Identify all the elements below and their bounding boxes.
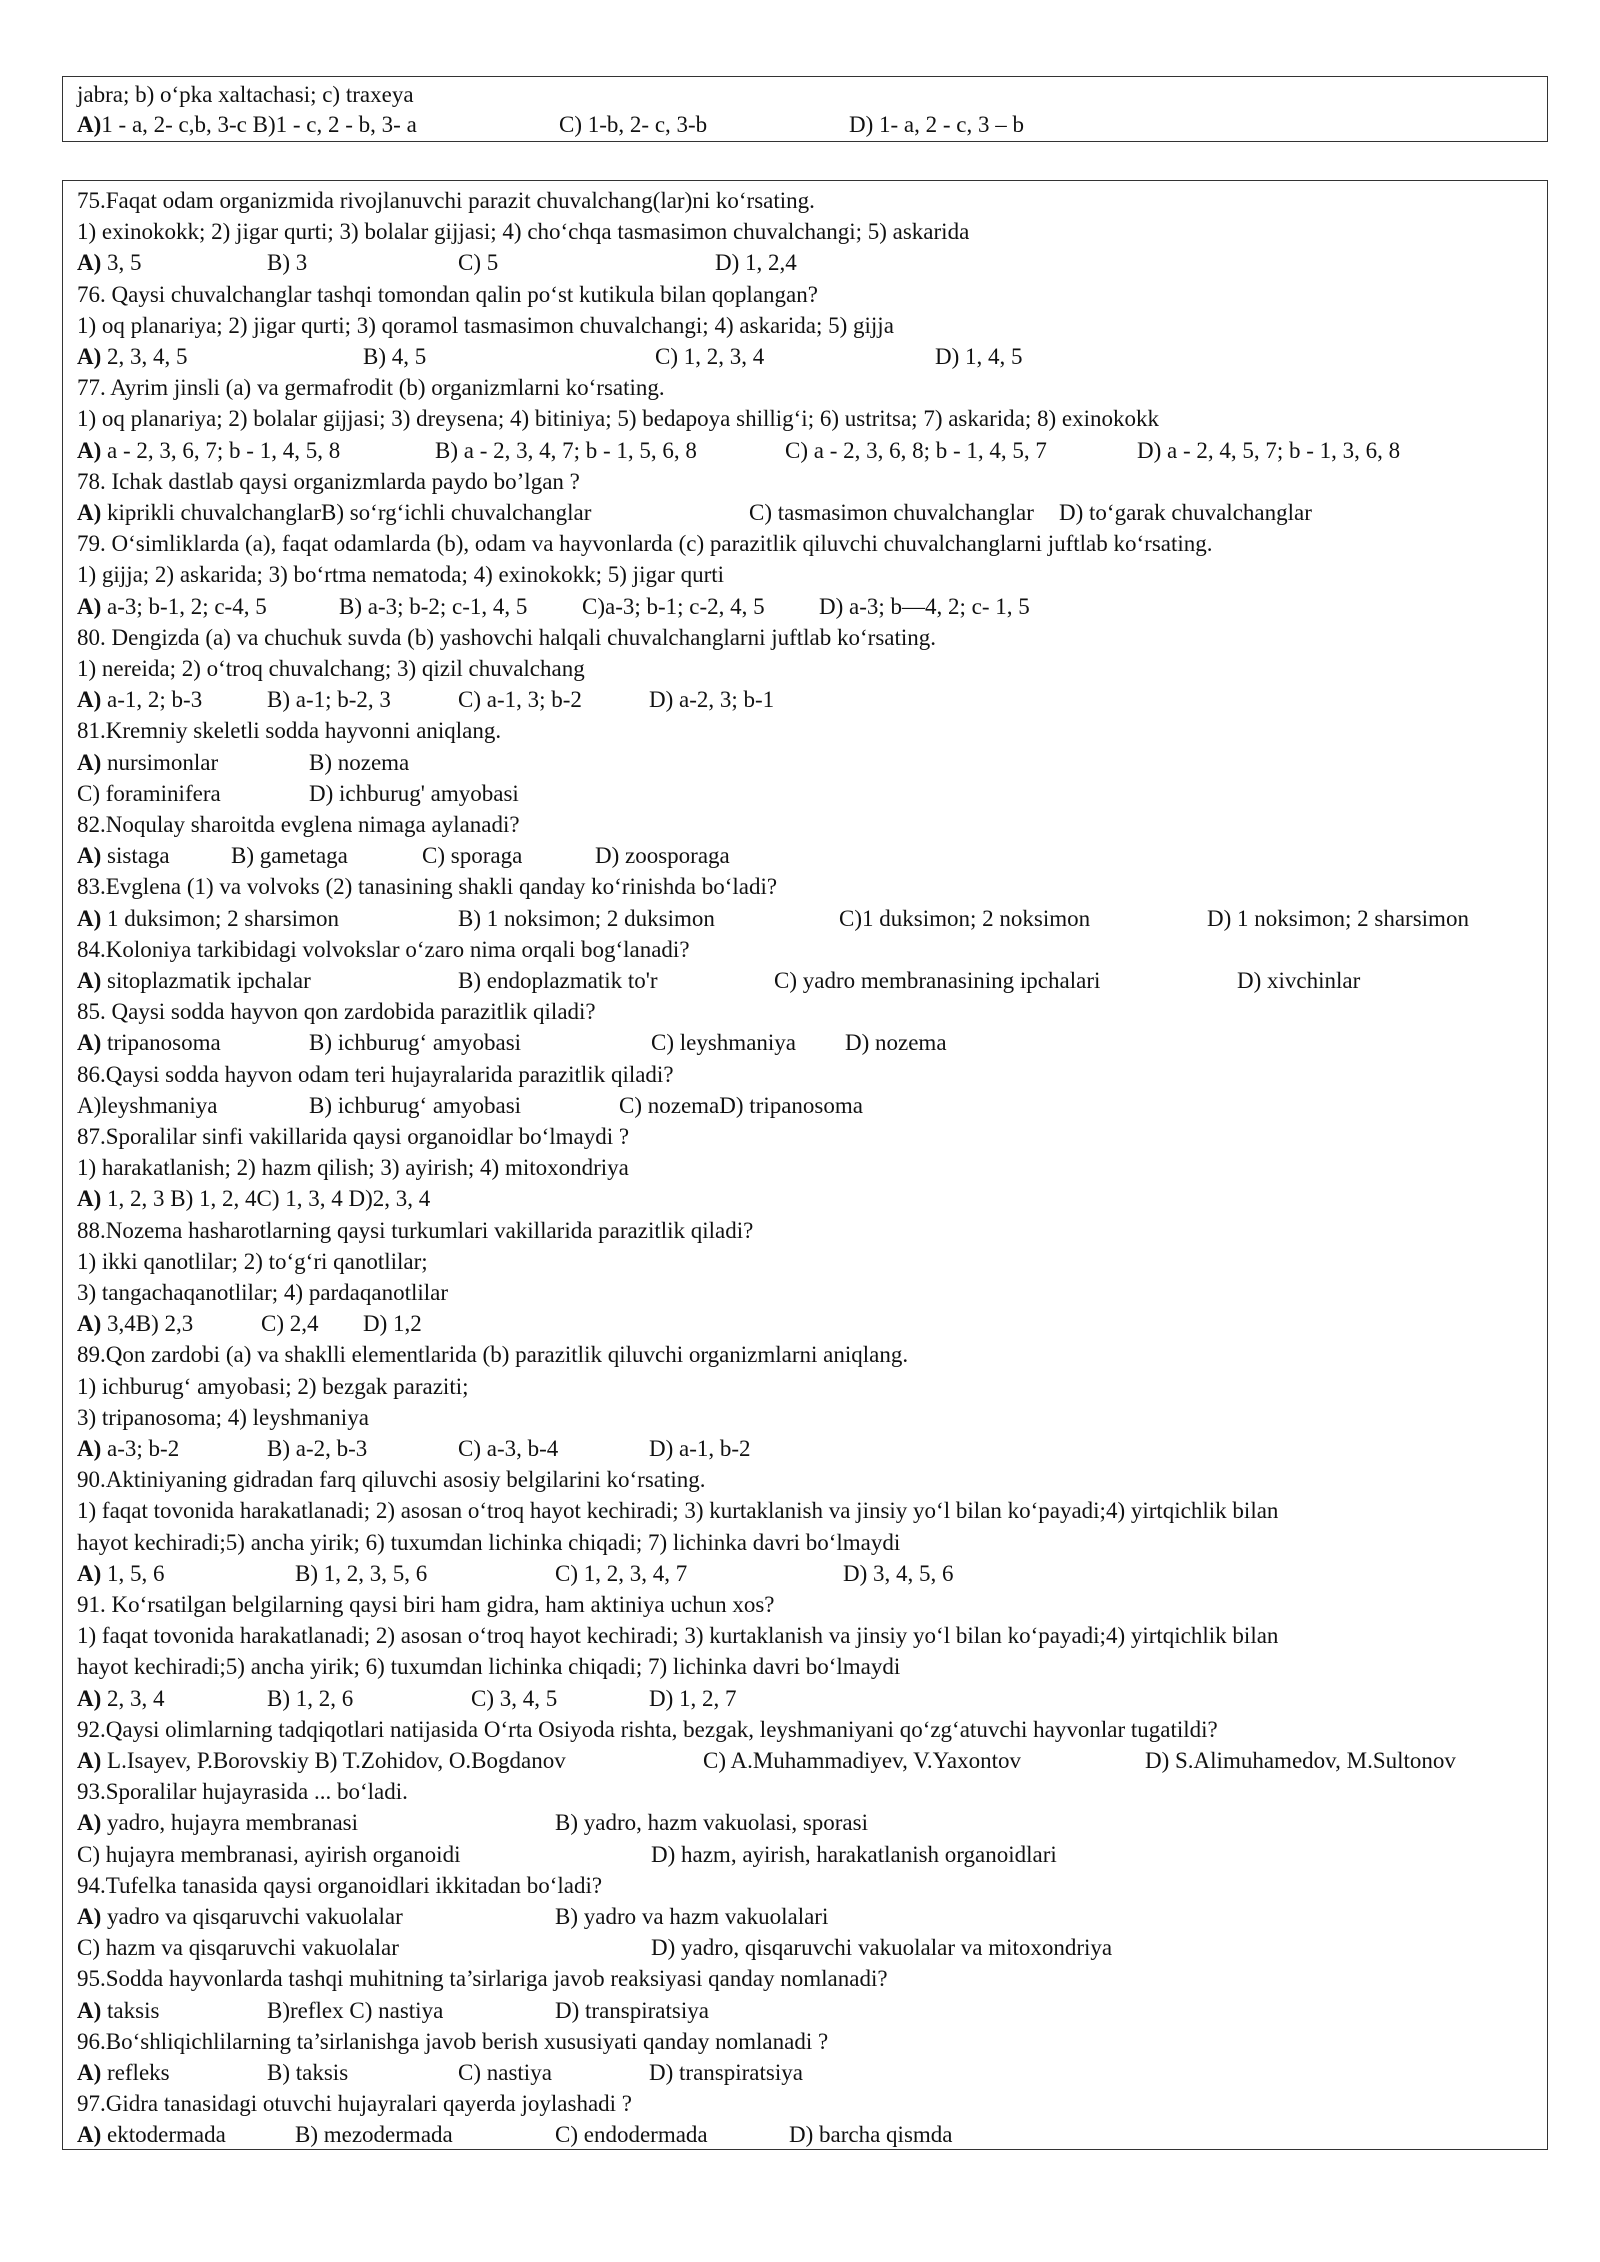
option-a-label: A) bbox=[77, 1311, 102, 1337]
question-choices: hayot kechiradi;5) ancha yirik; 6) tuxumdan lichinka chiqadi; 7) lichinka davri bo‘lmaydi bbox=[77, 1654, 901, 1680]
question-choices: 1) harakatlanish; 2) hazm qilish; 3) ayirish; 4) mitoxondriya bbox=[77, 1155, 629, 1181]
question-text: 87.Sporalilar sinfi vakillarida qaysi organoidlar bo‘lmaydi ? bbox=[77, 1124, 630, 1149]
answer-option: D) to‘garak chuvalchanglar bbox=[1059, 500, 1312, 525]
question-text: 86.Qaysi sodda hayvon odam teri hujayralarida parazitlik qiladi? bbox=[77, 1061, 674, 1087]
answer-options bbox=[77, 1807, 1527, 1838]
option-a-label: A) bbox=[77, 1904, 102, 1929]
answer-option: A) ektodermada bbox=[77, 2122, 226, 2148]
answer-option: B) yadro va hazm vakuolalari bbox=[555, 1904, 829, 1929]
option-a-label: A) bbox=[77, 1997, 102, 2023]
option-a-label: A) bbox=[77, 2060, 102, 2085]
question-text: 97.Gidra tanasidagi otuvchi hujayralari qayerda joylashadi ? bbox=[77, 2091, 632, 2117]
option-a-label: A) bbox=[77, 112, 102, 137]
question-choices: 1) faqat tovonida harakatlanadi; 2) asosan o‘troq hayot kechiradi; 3) kurtaklanish va jinsiy yo‘l bilan ko‘payadi;4) yirtqichlik bilan bbox=[77, 1623, 1279, 1649]
question-choices: hayot kechiradi;5) ancha yirik; 6) tuxumdan lichinka chiqadi; 7) lichinka davri bo‘lmaydi bbox=[77, 1529, 901, 1555]
answer-options bbox=[77, 903, 1527, 934]
option-a-label: A) bbox=[77, 500, 102, 525]
answer-option: B) 4, 5 bbox=[363, 344, 427, 369]
option-a-label: A) bbox=[77, 1186, 102, 1212]
question-text: 81.Kremniy skeletli sodda hayvonni aniqlang. bbox=[77, 718, 502, 744]
answer-options bbox=[77, 1901, 1527, 1932]
answer-options bbox=[77, 840, 1527, 871]
option-a-label: A) bbox=[77, 344, 102, 369]
answer-options bbox=[77, 109, 1517, 140]
option-a-label: A) bbox=[77, 437, 102, 463]
questions-box bbox=[62, 180, 1548, 2150]
question-text: 84.Koloniya tarkibidagi volvokslar o‘zaro nima orqali bog‘lanadi? bbox=[77, 936, 690, 962]
answer-option: B) ichburug‘ amyobasi bbox=[309, 1030, 522, 1056]
answer-option: B) taksis bbox=[267, 2060, 349, 2085]
answer-option: B) endoplazmatik to'r bbox=[458, 968, 658, 993]
answer-option: A)leyshmaniya bbox=[77, 1092, 218, 1118]
answer-option: A) 1, 2, 3 B) 1, 2, 4C) 1, 3, 4 D)2, 3, 4 bbox=[77, 1186, 431, 1212]
answer-options bbox=[77, 497, 1527, 528]
answer-option: D) 1,2 bbox=[363, 1311, 422, 1337]
answer-option: A) taksis bbox=[77, 1997, 160, 2023]
answer-options bbox=[77, 1308, 1527, 1339]
answer-option: B) a-3; b-2; c-1, 4, 5 bbox=[339, 593, 528, 619]
answer-options bbox=[77, 684, 1527, 715]
answer-option: A) a-1, 2; b-3 bbox=[77, 687, 203, 713]
answer-option: A) yadro va qisqaruvchi vakuolalar bbox=[77, 1904, 403, 1929]
answer-option: B) a - 2, 3, 4, 7; b - 1, 5, 6, 8 bbox=[435, 437, 697, 463]
answer-option: D) S.Alimuhamedov, M.Sultonov bbox=[1145, 1748, 1456, 1773]
option-a-label: A) bbox=[77, 749, 102, 775]
question-text: 75.Faqat odam organizmida rivojlanuvchi parazit chuvalchang(lar)ni ko‘rsating. bbox=[77, 188, 815, 213]
answer-option: B) mezodermada bbox=[295, 2122, 453, 2148]
answer-option: C) tasmasimon chuvalchanglar bbox=[749, 500, 1034, 525]
question-text: 95.Sodda hayvonlarda tashqi muhitning ta’sirlariga javob reaksiyasi qanday nomlanadi? bbox=[77, 1966, 888, 1992]
question-text: 80. Dengizda (a) va chuchuk suvda (b) yashovchi halqali chuvalchanglarni juftlab ko‘rsating. bbox=[77, 624, 937, 650]
answer-option: D) zoosporaga bbox=[595, 843, 730, 869]
question-choices: 1) ichburug‘ amyobasi; 2) bezgak paraziti; bbox=[77, 1373, 469, 1399]
option-a-label: A) bbox=[77, 687, 102, 713]
answer-option: A) nursimonlar bbox=[77, 749, 219, 775]
answer-option: B) 3 bbox=[267, 250, 308, 276]
answer-option: A) a-3; b-1, 2; c-4, 5 bbox=[77, 593, 267, 619]
answer-option: A) 2, 3, 4 bbox=[77, 1685, 165, 1711]
answer-option: B) gametaga bbox=[231, 843, 348, 869]
question-text: 94.Tufelka tanasida qaysi organoidlari ikkitadan bo‘ladi? bbox=[77, 1872, 603, 1898]
question-choices: 3) tangachaqanotlilar; 4) pardaqanotlilar bbox=[77, 1280, 449, 1305]
answer-options bbox=[77, 341, 1527, 372]
answer-options bbox=[77, 1433, 1527, 1464]
answer-option: B) nozema bbox=[309, 749, 410, 775]
answer-option: C) nozemaD) tripanosoma bbox=[619, 1092, 863, 1118]
answer-options bbox=[77, 591, 1527, 622]
option-a-label: A) bbox=[77, 1436, 102, 1461]
answer-option: B)reflex C) nastiya bbox=[267, 1997, 444, 2023]
answer-option: A) L.Isayev, P.Borovskiy B) T.Zohidov, O.Bogdanov bbox=[77, 1748, 566, 1773]
answer-option: C) A.Muhammadiyev, V.Yaxontov bbox=[703, 1748, 1021, 1773]
answer-options bbox=[77, 778, 1527, 809]
answer-option: C) a-1, 3; b-2 bbox=[458, 687, 582, 713]
question-choices: 1) oq planariya; 2) jigar qurti; 3) qoramol tasmasimon chuvalchangi; 4) askarida; 5) gijja bbox=[77, 312, 894, 338]
answer-option: C) leyshmaniya bbox=[651, 1030, 796, 1056]
answer-option: C) yadro membranasining ipchalari bbox=[774, 968, 1101, 993]
answer-option: C) 1, 2, 3, 4 bbox=[655, 344, 765, 369]
answer-option: C) 5 bbox=[458, 250, 499, 276]
question-text: 96.Bo‘shliqichlilarning ta’sirlanishga javob berish xususiyati qanday nomlanadi ? bbox=[77, 2028, 829, 2054]
answer-option: A) 2, 3, 4, 5 bbox=[77, 344, 188, 369]
option-a-label: A) bbox=[77, 1685, 102, 1711]
question-text: 92.Qaysi olimlarning tadqiqotlari natijasida O‘rta Osiyoda rishta, bezgak, leyshmaniyani qo‘zg‘atuvchi hayvonlar tugatildi? bbox=[77, 1716, 1218, 1742]
question-choices: 3) tripanosoma; 4) leyshmaniya bbox=[77, 1404, 369, 1430]
answer-options bbox=[77, 2119, 1527, 2150]
answer-option: A) 3,4B) 2,3 bbox=[77, 1311, 194, 1337]
answer-option: A) 1, 5, 6 bbox=[77, 1560, 165, 1586]
answer-option: A) a - 2, 3, 6, 7; b - 1, 4, 5, 8 bbox=[77, 437, 341, 463]
question-text: 77. Ayrim jinsli (a) va germafrodit (b) organizmlarni ko‘rsating. bbox=[77, 375, 665, 401]
question-text: 78. Ichak dastlab qaysi organizmlarda paydo bo’lgan ? bbox=[77, 468, 580, 494]
answer-option: B) ichburug‘ amyobasi bbox=[309, 1092, 522, 1118]
answer-option: A) a-3; b-2 bbox=[77, 1436, 180, 1461]
question-text: 79. O‘simliklarda (a), faqat odamlarda (b), odam va hayvonlarda (c) parazitlik qiluvchi chuvalchanglarni juftlab ko‘rsating. bbox=[77, 531, 1213, 557]
answer-option: C)a-3; b-1; c-2, 4, 5 bbox=[582, 593, 765, 619]
answer-options bbox=[77, 2057, 1527, 2088]
question-text: 88.Nozema hasharotlarning qaysi turkumlari vakillarida parazitlik qiladi? bbox=[77, 1217, 754, 1243]
answer-option: B) yadro, hazm vakuolasi, sporasi bbox=[555, 1810, 868, 1836]
answer-option: D) a - 2, 4, 5, 7; b - 1, 3, 6, 8 bbox=[1137, 437, 1401, 463]
answer-options bbox=[77, 1090, 1527, 1121]
answer-option: C) hazm va qisqaruvchi vakuolalar bbox=[77, 1935, 399, 1961]
answer-option: C) a - 2, 3, 6, 8; b - 1, 4, 5, 7 bbox=[785, 437, 1047, 463]
answer-options bbox=[77, 1839, 1527, 1870]
question-text: 91. Ko‘rsatilgan belgilarning qaysi biri ham gidra, ham aktiniya uchun xos? bbox=[77, 1592, 775, 1617]
question-choices: 1) exinokokk; 2) jigar qurti; 3) bolalar gijjasi; 4) cho‘chqa tasmasimon chuvalchangi; 5) askarida bbox=[77, 219, 970, 245]
option-a-label: A) bbox=[77, 250, 102, 276]
question-choices: 1) faqat tovonida harakatlanadi; 2) asosan o‘troq hayot kechiradi; 3) kurtaklanish va jinsiy yo‘l bilan ko‘payadi;4) yirtqichlik bilan bbox=[77, 1498, 1279, 1524]
answer-option: C)1 duksimon; 2 noksimon bbox=[839, 905, 1091, 931]
answer-option: A)1 - a, 2- c,b, 3-c B)1 - c, 2 - b, 3- a bbox=[77, 112, 417, 137]
answer-option: B) a-1; b-2, 3 bbox=[267, 687, 391, 713]
answer-option: A) tripanosoma bbox=[77, 1030, 221, 1056]
answer-option: C) endodermada bbox=[555, 2122, 708, 2148]
answer-option: D) 1 noksimon; 2 sharsimon bbox=[1207, 905, 1469, 931]
answer-options bbox=[77, 1683, 1527, 1714]
question-text: 83.Evglena (1) va volvoks (2) tanasining shakli qanday ko‘rinishda bo‘ladi? bbox=[77, 874, 778, 900]
answer-option: C) nastiya bbox=[458, 2060, 552, 2085]
answer-option: B) a-2, b-3 bbox=[267, 1436, 368, 1461]
answer-options bbox=[77, 965, 1527, 996]
question-choices: 1) ikki qanotlilar; 2) to‘g‘ri qanotlilar; bbox=[77, 1248, 428, 1274]
answer-options bbox=[77, 1745, 1527, 1776]
answer-options bbox=[77, 1183, 1527, 1214]
option-a-label: A) bbox=[77, 593, 102, 619]
answer-option: D) 1, 4, 5 bbox=[935, 344, 1023, 369]
option-a-label: A) bbox=[77, 843, 102, 869]
previous-question-box bbox=[62, 76, 1548, 142]
question-choices: 1) nereida; 2) o‘troq chuvalchang; 3) qizil chuvalchang bbox=[77, 656, 585, 681]
answer-option: D) 1, 2,4 bbox=[715, 250, 797, 276]
answer-option: C) 3, 4, 5 bbox=[471, 1685, 558, 1711]
question-choices: 1) oq planariya; 2) bolalar gijjasi; 3) dreysena; 4) bitiniya; 5) bedapoya shillig‘i; 6) ustritsa; 7) askarida; 8) exinokokk bbox=[77, 406, 1159, 432]
option-a-label: A) bbox=[77, 1030, 102, 1056]
answer-option: D) xivchinlar bbox=[1237, 968, 1361, 993]
answer-option: D) a-2, 3; b-1 bbox=[649, 687, 775, 713]
answer-options bbox=[77, 247, 1527, 278]
answer-option: D) 1- a, 2 - c, 3 – b bbox=[849, 112, 1025, 137]
answer-option: D) transpiratsiya bbox=[649, 2060, 803, 2085]
answer-option: B) 1, 2, 6 bbox=[267, 1685, 354, 1711]
answer-options bbox=[77, 435, 1527, 466]
answer-option: A) yadro, hujayra membranasi bbox=[77, 1810, 359, 1836]
answer-option: B) 1 noksimon; 2 duksimon bbox=[458, 905, 715, 931]
answer-options bbox=[77, 1558, 1527, 1589]
answer-option: C) 1, 2, 3, 4, 7 bbox=[555, 1560, 688, 1586]
answer-option: D) transpiratsiya bbox=[555, 1997, 709, 2023]
question-text: 82.Noqulay sharoitda evglena nimaga aylanadi? bbox=[77, 812, 520, 837]
answer-option: C) foraminifera bbox=[77, 780, 221, 806]
answer-option: C) a-3, b-4 bbox=[458, 1436, 559, 1461]
answer-option: D) a-3; b—4, 2; c- 1, 5 bbox=[819, 593, 1030, 619]
answer-options bbox=[77, 1932, 1527, 1963]
answer-option: C) sporaga bbox=[422, 843, 523, 869]
answer-option: C) 2,4 bbox=[261, 1311, 319, 1337]
answer-option: D) 1, 2, 7 bbox=[649, 1685, 737, 1711]
option-a-label: A) bbox=[77, 2122, 102, 2148]
option-a-label: A) bbox=[77, 1560, 102, 1586]
option-a-label: A) bbox=[77, 905, 102, 931]
question-choices: 1) gijja; 2) askarida; 3) bo‘rtma nematoda; 4) exinokokk; 5) jigar qurti bbox=[77, 562, 725, 588]
answer-option: D) a-1, b-2 bbox=[649, 1436, 751, 1461]
answer-option: A) refleks bbox=[77, 2060, 170, 2085]
question-text: 93.Sporalilar hujayrasida ... bo‘ladi. bbox=[77, 1779, 408, 1805]
option-a-label: A) bbox=[77, 968, 102, 993]
answer-option: A) 1 duksimon; 2 sharsimon bbox=[77, 905, 339, 931]
answer-options bbox=[77, 1027, 1527, 1058]
answer-option: D) ichburug' amyobasi bbox=[309, 780, 519, 806]
answer-option: C) hujayra membranasi, ayirish organoidi bbox=[77, 1841, 461, 1867]
question-text: 90.Aktiniyaning gidradan farq qiluvchi asosiy belgilarini ko‘rsating. bbox=[77, 1467, 706, 1493]
answer-option: A) sitoplazmatik ipchalar bbox=[77, 968, 311, 993]
answer-option: D) hazm, ayirish, harakatlanish organoidlari bbox=[651, 1841, 1057, 1867]
answer-option: D) yadro, qisqaruvchi vakuolalar va mitoxondriya bbox=[651, 1935, 1113, 1961]
option-a-label: A) bbox=[77, 1748, 102, 1773]
question-text: 85. Qaysi sodda hayvon qon zardobida parazitlik qiladi? bbox=[77, 999, 596, 1025]
answer-option: A) kiprikli chuvalchanglarB) so‘rg‘ichli chuvalchanglar bbox=[77, 500, 592, 525]
question-text: 89.Qon zardobi (a) va shaklli elementlarida (b) parazitlik qiluvchi organizmlarni aniqlang. bbox=[77, 1342, 909, 1368]
answer-option: B) 1, 2, 3, 5, 6 bbox=[295, 1560, 428, 1586]
question-text: jabra; b) o‘pka xaltachasi; c) traxeya bbox=[77, 82, 414, 107]
answer-options bbox=[77, 1995, 1527, 2026]
answer-option: D) 3, 4, 5, 6 bbox=[843, 1560, 954, 1586]
answer-option: D) barcha qismda bbox=[789, 2122, 953, 2148]
option-a-label: A) bbox=[77, 1810, 102, 1836]
answer-options bbox=[77, 747, 1527, 778]
answer-option: A) sistaga bbox=[77, 843, 170, 869]
answer-option: A) 3, 5 bbox=[77, 250, 142, 276]
answer-option: C) 1-b, 2- c, 3-b bbox=[559, 112, 708, 137]
question-text: 76. Qaysi chuvalchanglar tashqi tomondan qalin po‘st kutikula bilan qoplangan? bbox=[77, 281, 818, 307]
answer-option: D) nozema bbox=[845, 1030, 947, 1056]
